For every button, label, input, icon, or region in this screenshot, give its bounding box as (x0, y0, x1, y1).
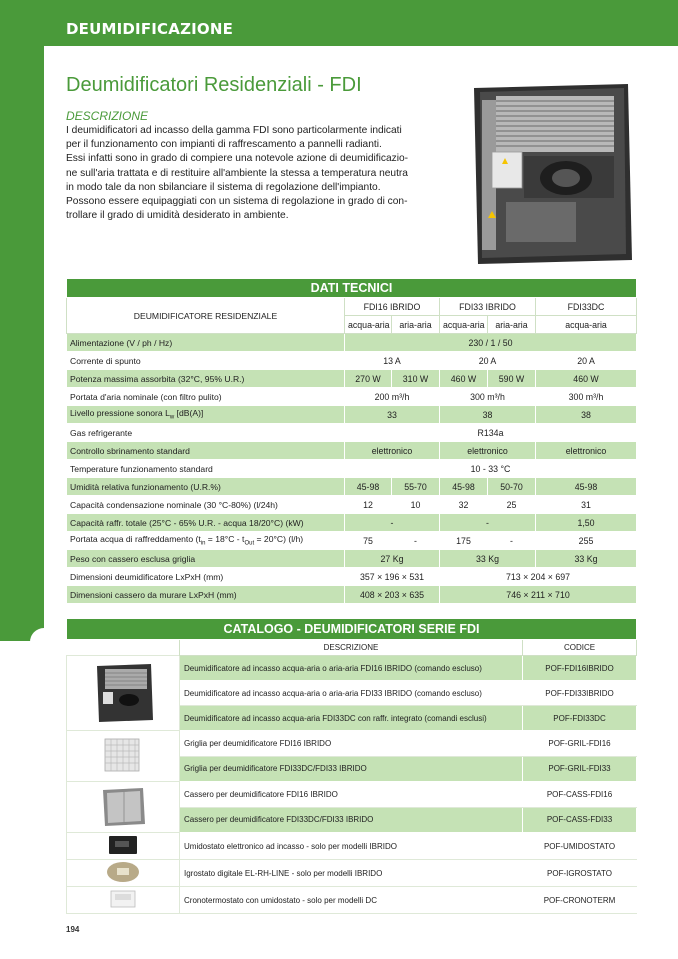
cell-value: 45-98 (345, 478, 392, 496)
cell-value: 33 (345, 406, 440, 424)
catalog-item-code: POF-CASS-FDI33 (523, 807, 637, 833)
description-line: Possono essere equipaggiati con un sistema di regolazione in grado di con- (66, 196, 408, 208)
row-label: Corrente di spunto (67, 352, 345, 370)
cell-value: 10 (392, 496, 440, 514)
row-label: Controllo sbrinamento standard (67, 442, 345, 460)
cell-value: 200 m³/h (345, 388, 440, 406)
table-row (67, 496, 637, 514)
row-label: Capacità condensazione nominale (30 °C-80%) (l/24h) (67, 496, 345, 514)
row-label: Dimensioni deumidificatore LxPxH (mm) (67, 568, 345, 586)
catalog-banner: CATALOGO - DEUMIDIFICATORI SERIE FDI (67, 619, 637, 640)
catalog-item-code: POF-IGROSTATO (523, 860, 637, 887)
row-label: Livello pressione sonora $L_w$ [dB(A)] (67, 406, 345, 424)
page-title: Deumidificatori Residenziali - FDI (66, 74, 362, 96)
catalog-item-description: Griglia per deumidificatore FDI33DC/FDI33 IBRIDO (180, 756, 523, 782)
mode-header: aria-aria (488, 316, 536, 334)
table-row (67, 586, 637, 604)
cell-value: elettronico (536, 442, 637, 460)
cell-value: 25 (488, 496, 536, 514)
technical-data-banner: DATI TECNICI (67, 279, 637, 298)
description-line: trollare il grado di umidità desiderato in ambiente. (66, 210, 289, 222)
catalog-item-code: POF-CASS-FDI16 (523, 782, 637, 808)
model-column-header: DEUMIDIFICATORE RESIDENZIALE (67, 298, 345, 334)
row-label: Peso con cassero esclusa griglia (67, 550, 345, 568)
row-label: Dimensioni cassero da murare LxPxH (mm) (67, 586, 345, 604)
cell-value: 460 W (536, 370, 637, 388)
product-thumbnail (67, 731, 180, 782)
cell-value: 13 A (345, 352, 440, 370)
grille-thumb-image (67, 731, 180, 779)
catalog-item-description: Griglia per deumidificatore FDI16 IBRIDO (180, 731, 523, 757)
cell-value: 50-70 (488, 478, 536, 496)
formwork-box-thumb-image (67, 782, 180, 830)
cell-value: 75 (345, 532, 392, 550)
catalog-item-code: POF-FDI16IBRIDO (523, 656, 637, 681)
row-label: Alimentazione (V / ph / Hz) (67, 334, 345, 352)
model-header: FDI16 IBRIDO (345, 298, 440, 316)
catalog-table (66, 618, 637, 914)
cell-value: 175 (440, 532, 488, 550)
table-row (67, 731, 637, 757)
cell-value: 310 W (392, 370, 440, 388)
description-line: I deumidificatori ad incasso della gamma FDI sono particolarmente indicati (66, 125, 402, 136)
catalog-item-code: POF-GRIL-FDI16 (523, 731, 637, 757)
cell-value: 590 W (488, 370, 536, 388)
cell-value: 45-98 (440, 478, 488, 496)
cell-value: 10 - 33 °C (345, 460, 637, 478)
row-label: Portata acqua di raffreddamento $(t_{in} = 18^\circ C - t_{Out} = 20^\circ C)$ (l/h) (67, 532, 345, 550)
table-row (67, 860, 637, 887)
cell-value: 408 × 203 × 635 (345, 586, 440, 604)
mode-header: acqua-aria (345, 316, 392, 334)
catalog-item-description: Deumidificatore ad incasso acqua-aria o aria-aria FDI33 IBRIDO (comando escluso) (180, 681, 523, 706)
cell-value: 12 (345, 496, 392, 514)
catalog-item-description: Cassero per deumidificatore FDI33DC/FDI33 IBRIDO (180, 807, 523, 833)
table-row (67, 833, 637, 860)
table-row (67, 568, 637, 586)
mode-header: aria-aria (392, 316, 440, 334)
table-row (67, 370, 637, 388)
cell-value: - (392, 532, 440, 550)
description-text (66, 124, 446, 223)
section-title: DEUMIDIFICAZIONE (66, 20, 234, 38)
cell-value: 38 (536, 406, 637, 424)
cell-value: elettronico (345, 442, 440, 460)
mode-header: acqua-aria (536, 316, 637, 334)
description-line: per il funzionamento con impianti di raffrescamento a pannelli radianti. (66, 139, 382, 151)
product-thumbnail (67, 656, 180, 731)
row-label: Umidità relativa funzionamento (U.R.%) (67, 478, 345, 496)
cell-value: 32 (440, 496, 488, 514)
cell-value: R134a (345, 424, 637, 442)
cell-value: - (488, 532, 536, 550)
catalog-item-code: POF-GRIL-FDI33 (523, 756, 637, 782)
table-row (67, 424, 637, 442)
row-label: Gas refrigerante (67, 424, 345, 442)
table-row (67, 478, 637, 496)
product-thumbnail (67, 887, 180, 914)
table-row (67, 334, 637, 352)
technical-data-table (66, 278, 637, 604)
hygrostat-thumb-image (67, 860, 180, 884)
product-thumbnail (67, 782, 180, 833)
table-row (67, 532, 637, 550)
cell-value: 20 A (536, 352, 637, 370)
table-row (67, 514, 637, 532)
catalog-item-description: Igrostato digitale EL-RH-LINE - solo per modelli IBRIDO (180, 860, 523, 887)
cell-value: 38 (440, 406, 536, 424)
cell-value: 27 Kg (345, 550, 440, 568)
cell-value: 713 × 204 × 697 (440, 568, 637, 586)
product-thumbnail (67, 860, 180, 887)
model-header: FDI33 IBRIDO (440, 298, 536, 316)
catalog-item-description: Deumidificatore ad incasso acqua-aria o aria-aria FDI16 IBRIDO (comando escluso) (180, 656, 523, 681)
description-line: in modo tale da non sbilanciare il sistema di regolazione dell'impianto. (66, 181, 381, 193)
table-row (67, 406, 637, 424)
chronothermostat-thumb-image (67, 887, 180, 911)
cell-value: 230 / 1 / 50 (345, 334, 637, 352)
cell-value: 300 m³/h (440, 388, 536, 406)
catalog-item-code: POF-FDI33DC (523, 706, 637, 731)
cell-value: 33 Kg (536, 550, 637, 568)
table-row (67, 352, 637, 370)
table-row (67, 656, 637, 681)
table-row (67, 442, 637, 460)
mode-header: acqua-aria (440, 316, 488, 334)
section-header (0, 0, 678, 46)
cell-value: 255 (536, 532, 637, 550)
humidistat-thumb-image (67, 833, 180, 857)
cell-value: 270 W (345, 370, 392, 388)
catalog-item-code: POF-CRONOTERM (523, 887, 637, 914)
cell-value: 31 (536, 496, 637, 514)
code-column-header: CODICE (523, 640, 637, 656)
catalog-item-description: Deumidificatore ad incasso acqua-aria FDI33DC con raffr. integrato (comandi esclusi) (180, 706, 523, 731)
catalog-item-code: POF-FDI33IBRIDO (523, 681, 637, 706)
catalog-item-description: Cronotermostato con umidostato - solo per modelli DC (180, 887, 523, 914)
cell-value: 357 × 196 × 531 (345, 568, 440, 586)
catalog-item-code: POF-UMIDOSTATO (523, 833, 637, 860)
description-line: ne sull'aria trattata e di restituire all'ambiente la stessa a temperatura neutra (66, 167, 408, 179)
cell-value: 33 Kg (440, 550, 536, 568)
cell-value: 460 W (440, 370, 488, 388)
row-label: Temperature funzionamento standard (67, 460, 345, 478)
table-row (67, 887, 637, 914)
row-label: Capacità raffr. totale (25°C - 65% U.R. - acqua 18/20°C) (kW) (67, 514, 345, 532)
table-row (67, 782, 637, 808)
row-label: Potenza massima assorbita (32°C, 95% U.R.) (67, 370, 345, 388)
cell-value: elettronico (440, 442, 536, 460)
cell-value: 45-98 (536, 478, 637, 496)
row-label: Portata d'aria nominale (con filtro pulito) (67, 388, 345, 406)
cell-value: - (440, 514, 536, 532)
catalog-item-description: Umidostato elettronico ad incasso - solo per modelli IBRIDO (180, 833, 523, 860)
cell-value: 300 m³/h (536, 388, 637, 406)
catalog-item-description: Cassero per deumidificatore FDI16 IBRIDO (180, 782, 523, 808)
cell-value: - (345, 514, 440, 532)
page-number: 194 (66, 925, 80, 934)
cell-value: 746 × 211 × 710 (440, 586, 637, 604)
cell-value: 20 A (440, 352, 536, 370)
table-row (67, 388, 637, 406)
description-column-header: DESCRIZIONE (180, 640, 523, 656)
cell-value: 55-70 (392, 478, 440, 496)
left-accent-bar (0, 46, 44, 641)
dehumidifier-product-image (466, 82, 636, 266)
dehumidifier-thumb-image (67, 656, 180, 728)
cell-value: 1,50 (536, 514, 637, 532)
description-line: Essi infatti sono in grado di compiere una notevole azione di deumidificazio- (66, 153, 409, 165)
description-heading: DESCRIZIONE (66, 109, 149, 123)
product-thumbnail (67, 833, 180, 860)
table-row (67, 460, 637, 478)
table-row (67, 550, 637, 568)
model-header: FDI33DC (536, 298, 637, 316)
